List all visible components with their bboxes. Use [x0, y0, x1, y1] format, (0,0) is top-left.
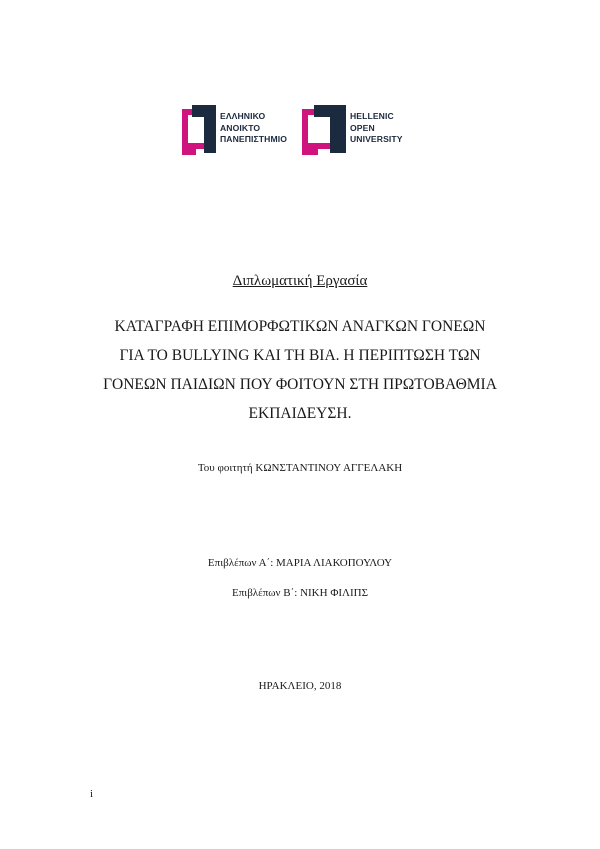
english-logo-line-1: HELLENIC	[350, 111, 394, 121]
thesis-title-line: ΓΟΝΕΩΝ ΠΑΙΔΙΩΝ ΠΟΥ ΦΟΙΤΟΥΝ ΣΤΗ ΠΡΩΤΟΒΑΘΜΙΑ	[103, 376, 497, 393]
hou-emblem-icon	[300, 103, 348, 155]
greek-logo-line-3: ΠΑΝΕΠΙΣΤΗΜΙΟ	[220, 134, 287, 144]
thesis-title	[70, 312, 530, 428]
english-logo-text	[350, 111, 403, 146]
greek-logo-text	[220, 111, 287, 146]
english-logo-line-3: UNIVERSITY	[350, 134, 403, 144]
page-number: i	[90, 788, 94, 800]
document-type: Διπλωματική Εργασία	[232, 273, 368, 289]
university-logos	[180, 103, 420, 155]
thesis-title-line: ΕΚΠΑΙΔΕΥΣΗ.	[248, 405, 352, 422]
greek-logo-line-1: ΕΛΛΗΝΙΚΟ	[220, 111, 266, 121]
supervisor-b: Επιβλέπων Β΄: ΝΙΚΗ ΦΙΛΙΠΣ	[231, 587, 369, 599]
student-name: Του φοιτητή ΚΩΝΣΤΑΝΤΙΝΟΥ ΑΓΓΕΛΑΚΗ	[197, 462, 403, 474]
greek-logo-line-2: ΑΝΟΙΚΤΟ	[220, 122, 261, 133]
thesis-title-line: ΚΑΤΑΓΡΑΦΗ ΕΠΙΜΟΡΦΩΤΙΚΩΝ ΑΝΑΓΚΩΝ ΓΟΝΕΩΝ	[114, 318, 486, 335]
thesis-title-line: ΓΙΑ ΤΟ BULLYING ΚΑΙ ΤΗ ΒΙΑ. Η ΠΕΡΙΠΤΩΣΗ ΤΩΝ	[119, 347, 481, 364]
english-logo-line-2: OPEN	[350, 122, 375, 133]
supervisor-a: Επιβλέπων Α΄: ΜΑΡΙΑ ΛΙΑΚΟΠΟΥΛΟΥ	[207, 557, 393, 569]
hou-emblem-icon	[180, 103, 218, 155]
place-and-date: ΗΡΑΚΛΕΙΟ, 2018	[258, 680, 342, 692]
